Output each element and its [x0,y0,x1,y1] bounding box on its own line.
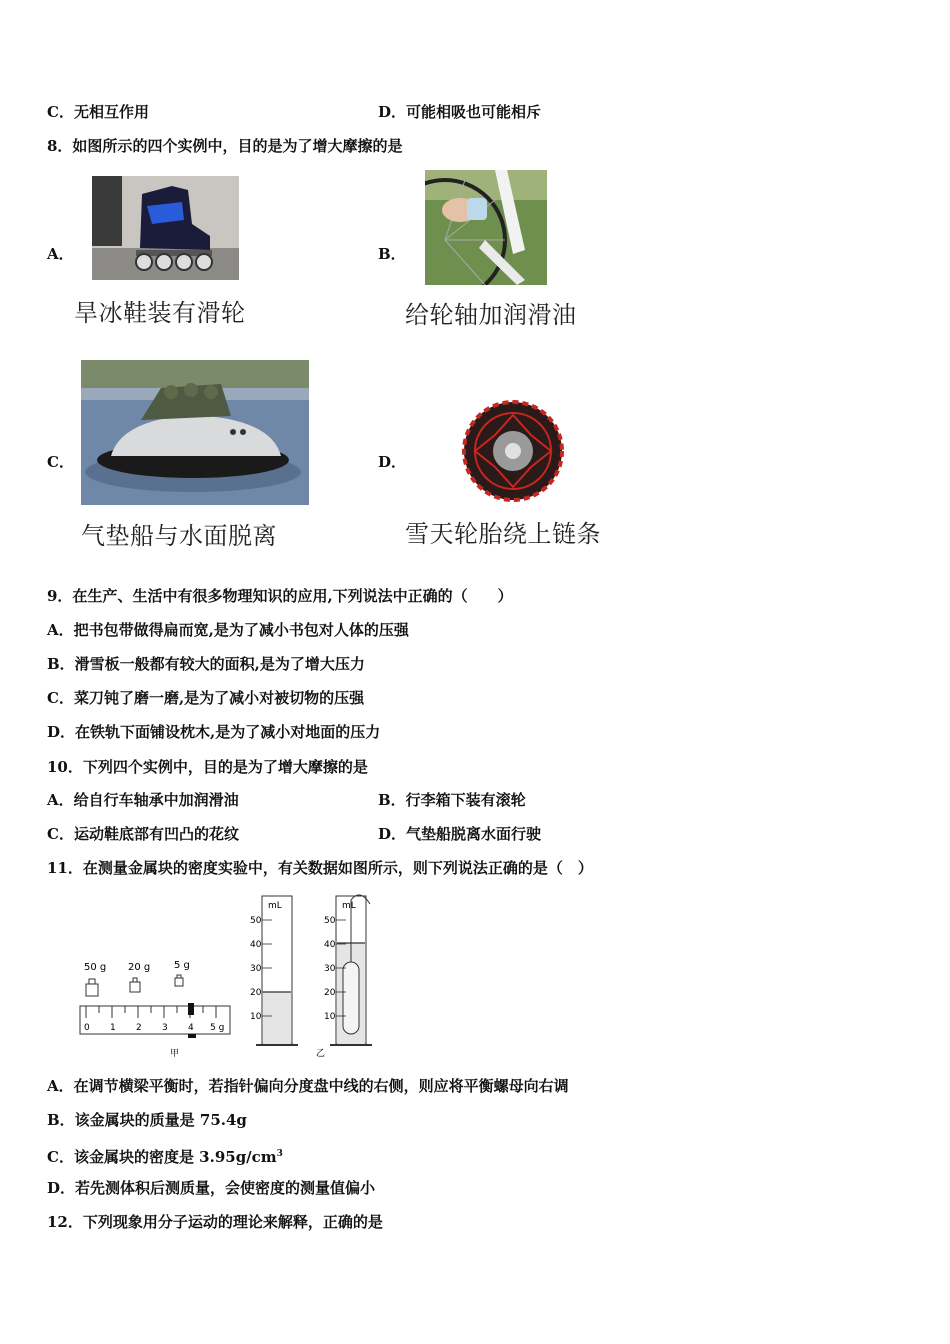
q10-stem: 10．下列四个实例中，目的是为了增大摩擦的是 [47,758,368,776]
svg-text:mL: mL [268,901,282,911]
svg-text:10: 10 [250,1012,262,1022]
q11-option-c: C．该金属块的密度是 $3.95g/cm^3$ [47,1148,283,1166]
q12-stem: 12．下列现象用分子运动的理论来解释，正确的是 [47,1213,383,1231]
label-jia: 甲 [170,1049,180,1058]
q11-option-d: D．若先测体积后测质量，会使密度的测量值偏小 [47,1179,376,1197]
q11-option-b: B．该金属块的质量是 75.4g [47,1111,247,1129]
roller-skate-image [92,176,239,280]
q11-stem: 11．在测量金属块的密度实验中，有关数据如图所示，则下列说法正确的是（ ） [47,859,593,877]
q8-caption-c: 气垫船与水面脱离 [81,522,277,550]
q9-stem: 9．在生产、生活中有很多物理知识的应用,下列说法中正确的（ ） [47,587,513,605]
q8-label-a: A． [47,245,74,263]
label-yi: 乙 [316,1049,326,1058]
svg-text:40: 40 [324,940,336,950]
cylinder-right [324,895,372,1045]
svg-text:0: 0 [84,1023,90,1033]
q9-option-d: D．在铁轨下面铺设枕木,是为了减小对地面的压力 [47,723,381,741]
q9-option-c: C．菜刀钝了磨一磨,是为了减小对被切物的压强 [47,689,365,707]
q10-option-a: A．给自行车轴承中加润滑油 [47,791,239,809]
scale-ruler [80,1006,230,1034]
tire-chain-image [460,400,566,503]
svg-text:20: 20 [250,988,262,998]
q11-figure [70,888,390,1058]
q8-caption-a: 旱冰鞋装有滑轮 [74,299,246,327]
weight-5g-label: 5 g [174,960,190,971]
q8-label-d: D． [378,453,407,471]
svg-text:2: 2 [136,1023,142,1033]
weight-20g-label: 20 g [128,962,151,973]
rider [188,1003,194,1015]
svg-text:40: 40 [250,940,262,950]
svg-text:1: 1 [110,1023,116,1033]
q7-option-c: C．无相互作用 [47,103,149,121]
svg-text:50: 50 [324,916,336,926]
cylinder-left [250,896,298,1045]
svg-text:5 g: 5 g [210,1023,225,1033]
q8-label-c: C． [47,453,74,471]
q11-option-c-superscript: 3 [276,1149,283,1159]
q10-option-c: C．运动鞋底部有凹凸的花纹 [47,825,239,843]
svg-text:3: 3 [162,1023,168,1033]
svg-text:10: 10 [324,1012,336,1022]
q9-option-b: B．滑雪板一般都有较大的面积,是为了增大压力 [47,655,365,673]
weight-50g-label: 50 g [84,962,107,973]
bicycle-oil-image [425,170,547,285]
q10-option-b: B．行李箱下装有滚轮 [378,791,526,809]
svg-text:mL: mL [342,901,356,911]
q11-option-a: A．在调节横梁平衡时，若指针偏向分度盘中线的右侧，则应将平衡螺母向右调 [47,1077,569,1095]
svg-text:20: 20 [324,988,336,998]
weights-icon [86,975,183,996]
svg-text:30: 30 [324,964,336,974]
svg-text:4: 4 [188,1023,194,1033]
svg-text:50: 50 [250,916,262,926]
q8-caption-d: 雪天轮胎绕上链条 [405,520,601,548]
q8-label-b: B． [378,245,406,263]
q9-option-a: A．把书包带做得扁而宽,是为了减小书包对人体的压强 [47,621,409,639]
svg-text:30: 30 [250,964,262,974]
q8-caption-b: 给轮轴加润滑油 [405,301,577,329]
q10-option-d: D．气垫船脱离水面行驶 [378,825,542,843]
metal-block [343,962,359,1034]
q7-option-d: D．可能相吸也可能相斥 [378,103,542,121]
q8-stem: 8．如图所示的四个实例中，目的是为了增大摩擦的是 [47,137,403,155]
hovercraft-image [81,360,309,505]
